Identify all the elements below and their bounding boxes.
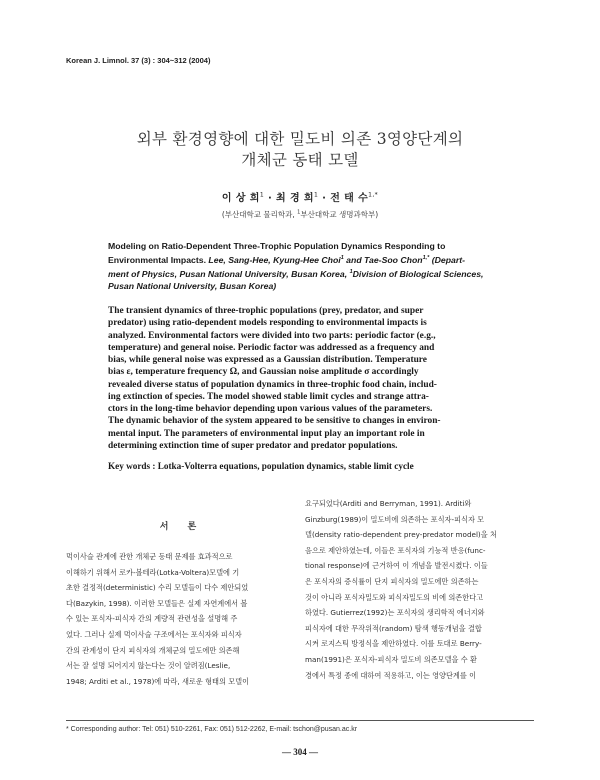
page-number: — 304 — xyxy=(282,747,318,757)
body-line: 음으로 제안하였는데, 이들은 포식자의 기능적 반응(func- xyxy=(305,545,486,555)
author-sep: · xyxy=(264,193,277,204)
affiliation-part1: (부산대학교 물리학과, xyxy=(221,210,298,219)
english-authors-sup2: 1,* xyxy=(422,255,430,261)
english-authors-part1: Lee, Sang-Hee, Kyung-Hee Choi xyxy=(206,254,341,265)
english-affil-division: Division of Biological Sciences, xyxy=(352,268,484,279)
english-affil-univ: Pusan National University, Busan Korea) xyxy=(108,280,277,291)
author-3: 전 태 수 xyxy=(330,193,369,204)
body-line: 었다. 그러나 실제 먹이사슬 구조에서는 포식자와 피식자 xyxy=(66,629,242,639)
korean-affiliation xyxy=(60,209,540,220)
affiliation-sup: 1 xyxy=(297,209,301,216)
body-line: 이해하기 위해서 로카-볼테라(Lotka-Voltera)모델에 기 xyxy=(66,567,240,577)
abstract-line: temperature) and general noise. Periodic factor was addressed as a frequency and xyxy=(108,342,435,353)
english-affiliation-line1 xyxy=(108,266,540,280)
english-title-end: Environmental Impacts. xyxy=(108,254,207,265)
abstract xyxy=(108,305,532,452)
body-line: 서는 잘 설명 되어지지 않는다는 것이 알려짐(Leslie, xyxy=(66,661,231,671)
english-authors-part3: (Depart- xyxy=(429,254,466,265)
body-line: 초한 결정적(deterministic) 수리 모델들이 다수 제안되었 xyxy=(66,583,249,593)
body-line: 수 있는 포식자-피식자 간의 계량적 관련성을 설명해 주 xyxy=(66,614,238,624)
author-1-affil: 1 xyxy=(259,191,265,199)
author-sep: · xyxy=(318,193,331,204)
body-line: 다(Bazykin, 1998). 이러한 모델들은 실제 자연계에서 볼 xyxy=(66,598,248,608)
author-2: 최 경 희 xyxy=(276,193,314,204)
english-affiliation-line2 xyxy=(108,280,540,292)
abstract-line: The transient dynamics of three-trophic populations (prey, predator, and super xyxy=(108,306,424,316)
footnote-divider xyxy=(66,720,534,721)
body-line: 것이 아니라 포식자밀도와 피식자밀도의 비에 의존한다고 xyxy=(305,592,484,602)
abstract-line: revealed diverse status of population dynamics in three-trophic food chain, includ- xyxy=(108,379,437,390)
body-line: 은 포식자의 증식률이 단지 피식자의 밀도에만 의존하는 xyxy=(305,576,479,586)
english-affil-dept: ment of Physics, Pusan National University, Busan Korea, xyxy=(108,268,350,279)
abstract-line: analyzed. Environmental factors were divided into two parts: periodic factor (e.g., xyxy=(108,330,436,341)
english-title-line2 xyxy=(108,252,540,266)
keywords: Key words : Lotka-Volterra equations, population dynamics, stable limit cycle xyxy=(108,461,414,471)
abstract-line: ing extinction of species. The model showed stable limit cycles and strange attra- xyxy=(108,391,429,402)
english-authors-part2: and Tae-Soo Chon xyxy=(343,254,423,265)
english-title-line1: Modeling on Ratio-Dependent Three-Trophic Population Dynamics Responding to xyxy=(108,241,446,251)
author-1: 이 상 희 xyxy=(221,193,260,204)
korean-authors xyxy=(60,189,540,204)
korean-title-line2: 개체군 동태 모델 xyxy=(241,151,359,169)
abstract-line: bias, while general noise was expressed as a Gaussian distribution. Temperature xyxy=(108,355,427,365)
corresponding-author-footnote: * Corresponding author: Tel: 051) 510-2261, Fax: 051) 512-2262, E-mail: tschon@pusan.ac.kr xyxy=(66,726,358,733)
korean-title-line1: 외부 환경영향에 대한 밀도비 의존 3영양단계의 xyxy=(136,130,464,148)
abstract-line: bias ε, temperature frequency Ω, and Gaussian noise amplitude σ accordingly xyxy=(108,367,419,378)
abstract-line: determining extinction time of super predator and predator populations. xyxy=(108,440,398,451)
english-authors-sup1: 1 xyxy=(340,255,344,261)
body-line: 간의 관계성이 단지 피식자의 개체군의 밀도에만 의존해 xyxy=(66,645,240,655)
author-2-affil: 1 xyxy=(314,191,319,199)
body-line: 먹이사슬 관계에 관한 개체군 동태 문제를 효과적으로 xyxy=(66,552,233,561)
abstract-line: mental input. The parameters of environmental input play an important role in xyxy=(108,428,425,439)
author-3-affil: 1,* xyxy=(368,191,379,199)
section-heading-introduction: 서 론 xyxy=(159,522,205,532)
body-line: 1948; Arditi et al., 1978)에 따라, 새로운 형태의 모델이 xyxy=(66,676,250,686)
english-affil-sup: 1 xyxy=(349,268,353,275)
body-line: 경에서 특정 종에 대하여 적용하고, 이는 영양단계를 이 xyxy=(305,670,477,680)
body-left-column xyxy=(66,549,298,689)
body-line: 하였다. Gutierrez(1992)는 포식자의 생리학적 에너지와 xyxy=(305,608,485,618)
body-line: man(1991)은 포식자-피식자 밀도비 의존모델을 수 환 xyxy=(305,654,477,664)
body-line: 요구되었다(Arditi and Berryman, 1991). Arditi와 xyxy=(305,499,472,508)
body-line: Ginzburg(1989)이 밀도비에 의존하는 포식자-피식자 모 xyxy=(305,514,485,524)
english-title-block xyxy=(108,240,540,292)
affiliation-part2: 부산대학교 생명과학부) xyxy=(300,210,379,219)
body-line: 델(density ratio-dependent prey-predator model)을 처 xyxy=(305,530,497,540)
body-right-column xyxy=(305,496,537,683)
body-line: 시켜 로지스틱 방정식을 제안하였다. 이를 토대로 Berry- xyxy=(305,639,482,649)
body-line: tional response)에 근거하여 이 개념을 발전시켰다. 이들 xyxy=(305,561,488,571)
abstract-line: predator) using ratio-dependent models responding to environmental impacts is xyxy=(108,318,427,329)
abstract-line: ctors in the long-time behavior depending upon various values of the parameters. xyxy=(108,404,433,414)
english-authors xyxy=(206,255,465,265)
body-line: 피식자에 대한 무작위적(random) 탐색 행동개념을 결합 xyxy=(305,623,482,633)
journal-header: Korean J. Limnol. 37 (3) : 304~312 (2004) xyxy=(66,56,211,65)
abstract-line: The dynamic behavior of the system appeared to be sensitive to changes in environ- xyxy=(108,416,441,427)
